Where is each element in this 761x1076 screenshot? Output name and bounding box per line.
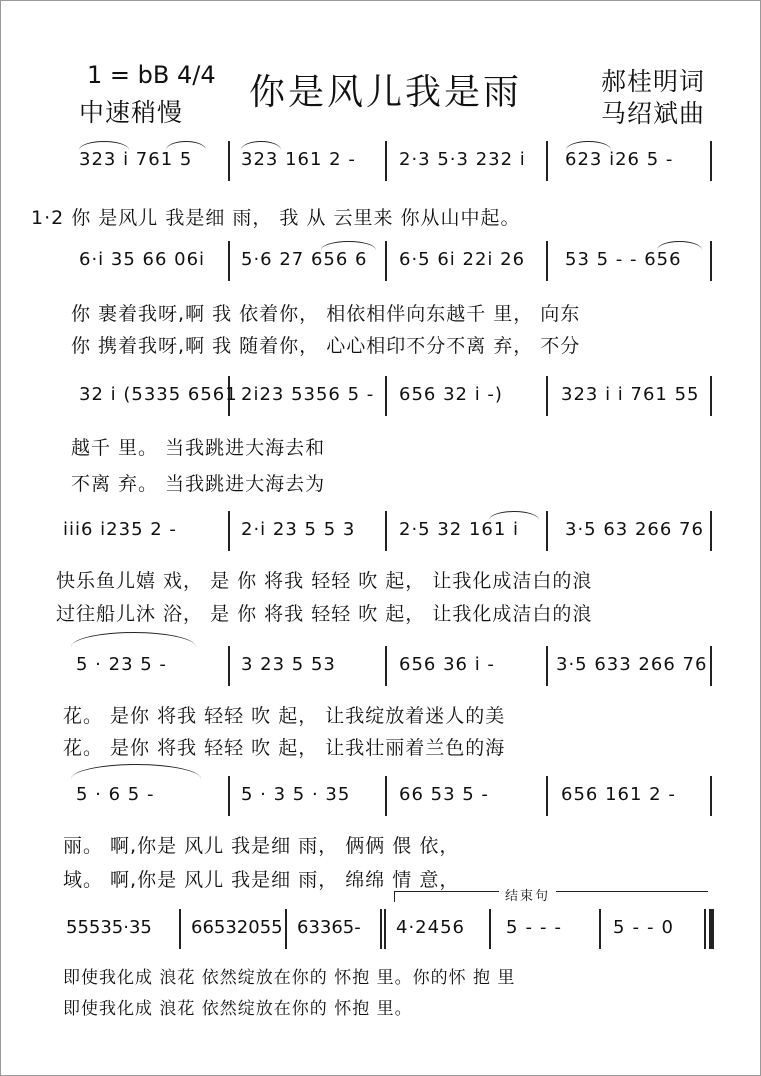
- measure: 656 32 i -): [399, 384, 503, 405]
- composer-credit: 马绍斌曲: [601, 99, 706, 128]
- measure: 2·i 23 5 5 3: [241, 519, 356, 540]
- lyric-line: 越千 里。 当我跳进大海去和: [71, 437, 326, 459]
- measure: 656 161 2 -: [561, 784, 676, 805]
- lyric-line: 即使我化成 浪花 依然绽放在你的 怀抱 里。你的怀 抱 里: [63, 968, 516, 988]
- measure: iii6 i235 2 -: [63, 519, 177, 540]
- lyric-line: 不离 弃。 当我跳进大海去为: [71, 473, 326, 495]
- measure: 5 · 23 5 -: [76, 654, 167, 675]
- lyric-line: 花。 是你 将我 轻轻 吹 起， 让我壮丽着兰色的海: [63, 737, 506, 759]
- measure: 323 i i 761 55: [561, 384, 700, 405]
- measure: 2i23 5356 5 -: [241, 384, 375, 405]
- measure: 66532055: [191, 917, 283, 938]
- measure: 66 53 5 -: [399, 784, 489, 805]
- lyric-line: 快乐鱼儿嬉 戏， 是 你 将我 轻轻 吹 起， 让我化成洁白的浪: [56, 570, 593, 592]
- measure: 63365-: [297, 917, 361, 938]
- lyric-line: 你 裹着我呀,啊 我 依着你， 相依相伴向东越千 里， 向东: [71, 303, 581, 325]
- measure: 323 i 761 5: [79, 149, 193, 170]
- lyric-line: 过往船儿沐 浴， 是 你 将我 轻轻 吹 起， 让我化成洁白的浪: [56, 603, 593, 625]
- measure: 32 i (5335 6561: [79, 384, 238, 405]
- key-signature: 1 = bB 4/4: [87, 61, 216, 89]
- measure: 323 161 2 -: [241, 149, 356, 170]
- song-title: 你是风儿我是雨: [249, 72, 523, 113]
- measure: 3 23 5 53: [241, 654, 336, 675]
- measure: 2·5 32 161 i: [399, 519, 520, 540]
- measure: 656 36 i -: [399, 654, 495, 675]
- lyric-line: 你 携着我呀,啊 我 随着你， 心心相印不分不离 弃， 不分: [71, 335, 581, 357]
- lyric-line: 即使我化成 浪花 依然绽放在你的 怀抱 里。: [63, 999, 413, 1019]
- lyric-line: 域。 啊,你是 风儿 我是细 雨， 绵绵 情 意，: [63, 869, 460, 891]
- measure: 4·2456: [396, 917, 465, 938]
- measure: 5 · 6 5 -: [76, 784, 155, 805]
- ending-label: 结束句: [499, 885, 556, 904]
- measure: 5---: [506, 917, 569, 938]
- measure: 3·5 633 266 76: [556, 654, 708, 675]
- lyric-line: 丽。 啊,你是 风儿 我是细 雨， 俩俩 偎 依，: [63, 835, 460, 857]
- lyricist-credit: 郝桂明词: [601, 67, 706, 96]
- measure: 623 i26 5 -: [565, 149, 674, 170]
- measure: 3·5 63 266 76: [565, 519, 704, 540]
- lyric-line: 花。 是你 将我 轻轻 吹 起， 让我绽放着迷人的美: [63, 705, 506, 727]
- measure: 5·6 27 656 6: [241, 249, 368, 270]
- tempo-marking: 中速稍慢: [79, 98, 184, 127]
- measure: 6·5 6i 22i 26: [399, 249, 526, 270]
- measure: 6·i 35 66 06i: [79, 249, 206, 270]
- measure: 2·3 5·3 232 i: [399, 149, 526, 170]
- measure: 55535·35: [66, 917, 152, 938]
- measure: 53 5 - - 656: [565, 249, 682, 270]
- measure: 5 · 3 5 · 35: [241, 784, 351, 805]
- lyric-line: 1·2 你 是风儿 我是细 雨， 我 从 云里来 你从山中起。: [31, 207, 521, 229]
- measure: 5--0: [613, 917, 681, 938]
